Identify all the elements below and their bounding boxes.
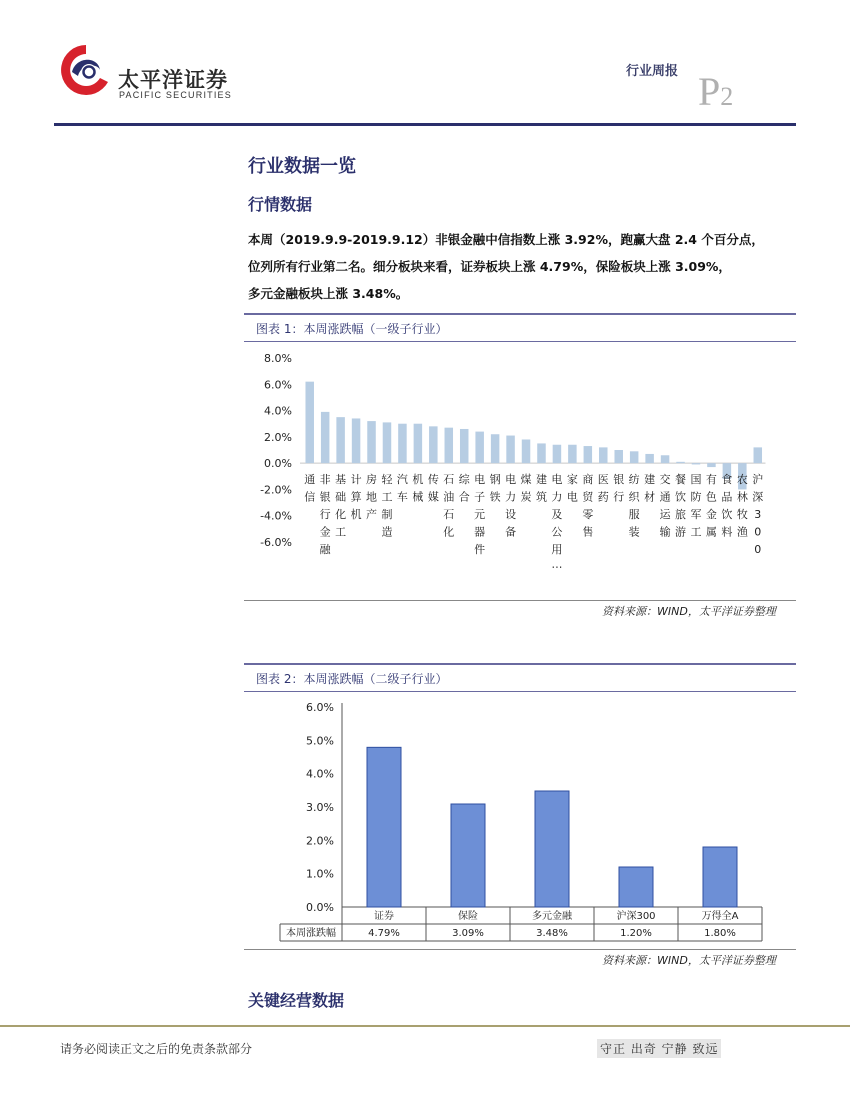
- figure1-top-rule: [244, 313, 796, 315]
- y-tick-label: 4.0%: [264, 404, 292, 418]
- x-tick-label: 保险: [458, 911, 478, 922]
- y-tick-label: -6.0%: [260, 536, 292, 549]
- y-tick-label: 6.0%: [306, 701, 334, 714]
- bar: [352, 418, 361, 463]
- figure2-source: 资料来源：WIND，太平洋证券整理: [602, 954, 776, 967]
- y-tick-label: 4.0%: [306, 767, 334, 781]
- bar: [619, 867, 653, 907]
- bar: [535, 791, 569, 907]
- x-tick-label: 万得全A: [701, 911, 739, 922]
- x-tick-label: 电力设备: [505, 473, 517, 539]
- x-tick-label: 非银行金融: [319, 473, 331, 556]
- table-value-label: 4.79%: [368, 928, 400, 939]
- table-value-label: 3.09%: [452, 928, 484, 939]
- y-tick-label: 6.0%: [264, 378, 292, 392]
- x-tick-label: 煤炭: [520, 473, 532, 504]
- y-tick-label: -4.0%: [260, 509, 292, 523]
- y-tick-label: 1.0%: [306, 867, 334, 881]
- paragraph-line: 位列所有行业第二名。细分板块来看，证券板块上涨 4.79%，保险板块上涨 3.09%，: [248, 259, 731, 274]
- figure1-bar-chart: [244, 344, 796, 596]
- bar: [584, 446, 593, 463]
- table-value-label: 1.20%: [620, 928, 652, 939]
- section-title: 行业数据一览: [248, 156, 356, 177]
- y-tick-label: -2.0%: [260, 483, 292, 497]
- y-tick-label: 0.0%: [306, 901, 334, 914]
- x-tick-label: 机械: [412, 473, 424, 504]
- x-tick-label: 交通运输: [659, 473, 671, 539]
- subsection-title-market: 行情数据: [248, 195, 313, 214]
- header-rule: [54, 123, 796, 126]
- x-tick-label: 农林牧渔: [736, 473, 748, 539]
- figure2-bar-chart: [244, 694, 796, 948]
- y-tick-label: 8.0%: [264, 352, 292, 365]
- company-name-cn: 太平洋证券: [118, 68, 228, 92]
- bar: [460, 429, 469, 463]
- x-tick-label: 计算机: [350, 473, 362, 521]
- y-tick-label: 5.0%: [306, 734, 334, 748]
- bar: [676, 462, 685, 463]
- figure1-bottom-rule: [244, 600, 796, 601]
- table-value-label: 3.48%: [536, 928, 568, 939]
- x-tick-label: 汽车: [396, 473, 408, 504]
- y-tick-label: 2.0%: [264, 430, 292, 444]
- figure2-title-rule: [244, 691, 796, 692]
- x-tick-label: 纺织服装: [628, 473, 640, 539]
- report-type: 行业周报: [626, 64, 679, 79]
- paragraph-line: 多元金融板块上涨 3.48%。: [248, 286, 409, 301]
- bar: [305, 382, 314, 463]
- x-tick-label: 建材: [644, 473, 656, 504]
- bar: [336, 417, 345, 463]
- bar: [630, 451, 639, 463]
- figure1-title: 图表 1：本周涨跌幅（一级子行业）: [256, 322, 448, 336]
- bar: [692, 463, 701, 464]
- bar: [321, 412, 330, 463]
- bar: [491, 434, 500, 463]
- x-tick-label: 通信: [304, 473, 316, 504]
- figure1-title-rule: [244, 341, 796, 342]
- x-tick-label: 轻工制造: [381, 473, 393, 539]
- bar: [707, 463, 716, 467]
- bar: [661, 455, 670, 463]
- x-tick-label: 综合: [458, 473, 470, 504]
- x-tick-label: 有色金属: [705, 473, 717, 539]
- x-tick-label: 传媒: [427, 473, 439, 504]
- x-tick-label: 证券: [374, 911, 394, 922]
- footer-disclaimer: 请务必阅读正文之后的免责条款部分: [60, 1042, 253, 1056]
- bar: [599, 447, 608, 463]
- bar: [614, 450, 623, 463]
- paragraph-line: 本周（2019.9.9-2019.9.12）非银金融中信指数上涨 3.92%，跑赢大盘 2.4 个百分点，: [248, 232, 764, 247]
- bar: [367, 421, 376, 463]
- y-tick-label: 2.0%: [306, 834, 334, 848]
- figure2-top-rule: [244, 663, 796, 665]
- bar: [537, 443, 546, 463]
- x-tick-label: 医药: [597, 473, 609, 504]
- x-tick-label: 沪深300: [616, 911, 656, 922]
- x-tick-label: 沪深 3 0 0: [752, 473, 764, 556]
- x-tick-label: 国防军工: [690, 473, 702, 539]
- x-tick-label: 食品饮料: [721, 473, 733, 539]
- x-tick-label: 电子元器件: [474, 473, 486, 556]
- bar: [645, 454, 654, 463]
- footer-rule: [0, 1025, 850, 1027]
- bar: [429, 426, 438, 463]
- figure1-source: 资料来源：WIND，太平洋证券整理: [602, 605, 776, 618]
- bar: [367, 747, 401, 907]
- x-tick-label: 餐饮旅游: [675, 473, 687, 539]
- x-tick-label: 家电: [566, 473, 578, 504]
- company-name-en: PACIFIC SECURITIES: [119, 90, 232, 100]
- x-tick-label: 银行: [613, 473, 625, 504]
- x-tick-label: 多元金融: [532, 911, 572, 922]
- bar: [475, 432, 484, 464]
- pacific-securities-logo-icon: [58, 42, 114, 98]
- bar: [568, 445, 577, 463]
- bar: [754, 447, 763, 463]
- bar: [451, 804, 485, 907]
- page-number: [698, 68, 733, 115]
- figure2-bottom-rule: [244, 949, 796, 950]
- x-tick-label: 基础化工: [335, 473, 347, 539]
- y-tick-label: 0.0%: [264, 457, 292, 471]
- bar: [414, 424, 423, 463]
- page-letter: P: [698, 69, 721, 114]
- subsection-title-key: 关键经营数据: [248, 991, 345, 1010]
- x-tick-label: 商贸零售: [582, 473, 594, 539]
- bar: [553, 445, 562, 463]
- x-tick-label: 石油石化: [443, 473, 455, 539]
- bar: [506, 436, 515, 464]
- summary-paragraph: [248, 226, 808, 307]
- bar: [445, 428, 454, 463]
- page-digit: 2: [720, 82, 734, 111]
- table-row-header: 本周涨跌幅: [286, 928, 336, 939]
- bar: [398, 424, 407, 463]
- footer-motto: 守正 出奇 宁静 致远: [597, 1039, 721, 1058]
- bar: [522, 439, 531, 463]
- figure2-title: 图表 2：本周涨跌幅（二级子行业）: [256, 672, 448, 686]
- x-tick-label: 电力及公用⋯: [551, 473, 563, 574]
- bar: [383, 422, 392, 463]
- x-tick-label: 钢铁: [489, 473, 501, 504]
- x-tick-label: 房地产: [366, 473, 378, 521]
- bar: [703, 847, 737, 907]
- y-tick-label: 3.0%: [306, 801, 334, 814]
- x-tick-label: 建筑: [535, 473, 547, 504]
- table-value-label: 1.80%: [704, 928, 736, 939]
